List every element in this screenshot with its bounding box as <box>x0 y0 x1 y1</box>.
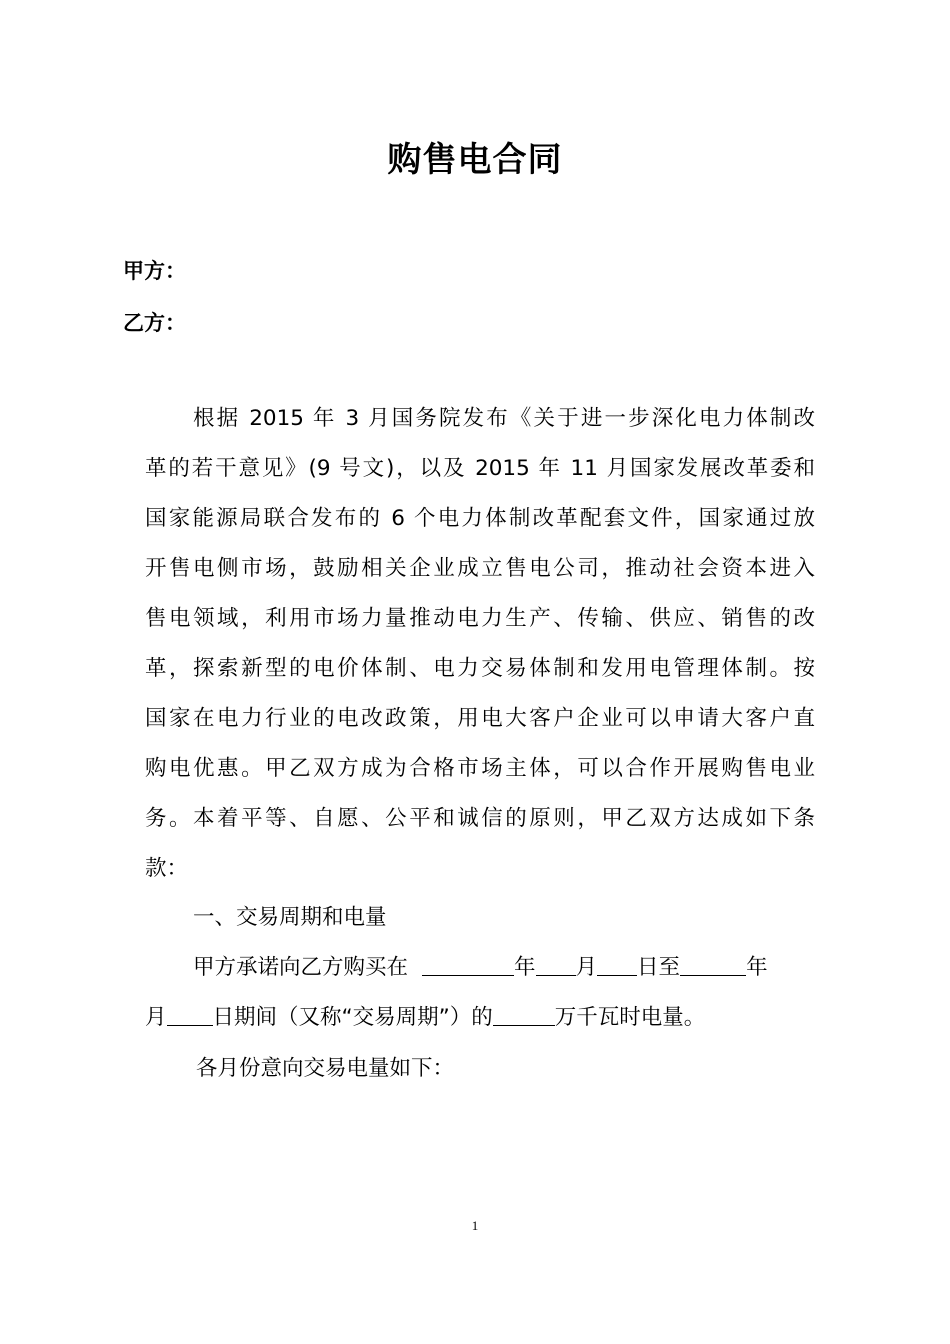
page-title: 购售电合同 <box>387 140 563 180</box>
party-a-label: 甲方： <box>123 259 186 283</box>
blank-field <box>493 1003 555 1026</box>
clause-text: 日期间（又称“交易周期”）的 <box>212 1005 493 1030</box>
page-number: 1 <box>471 1218 479 1233</box>
blank-field <box>422 953 514 976</box>
clause-text: 月 <box>575 955 598 980</box>
preamble-line: 国家在电力行业的电改政策，用电大客户企业可以申请大客户直 <box>145 706 815 731</box>
preamble-line: 革的若干意见》(9 号文)，以及 2015 年 11 月国家发展改革委和 <box>145 456 815 481</box>
preamble-line: 售电领域，利用市场力量推动电力生产、传输、供应、销售的改 <box>145 606 815 631</box>
preamble-line: 务。本着平等、自愿、公平和诚信的原则，甲乙双方达成如下条 <box>145 806 815 831</box>
clause-text: 年 <box>746 955 768 980</box>
clause-text: 年 <box>514 955 536 980</box>
section-heading: 一、交易周期和电量 <box>193 905 387 930</box>
clause-text: 甲方承诺向乙方购买在 <box>193 955 409 980</box>
clause-line-2 <box>145 1003 705 1033</box>
blank-field <box>680 953 746 976</box>
preamble-line: 购电优惠。甲乙双方成为合格市场主体，可以合作开展购售电业 <box>145 756 815 781</box>
preamble-line: 根据 2015 年 3 月国务院发布《关于进一步深化电力体制改 <box>193 406 815 431</box>
clause-text: 月 <box>145 1005 167 1030</box>
clause-line-1 <box>193 953 768 983</box>
blank-field <box>167 1003 213 1026</box>
blank-field <box>408 954 422 976</box>
monthly-intro: 各月份意向交易电量如下： <box>196 1056 455 1081</box>
preamble-line: 国家能源局联合发布的 6 个电力体制改革配套文件，国家通过放 <box>145 506 815 531</box>
preamble-line: 款： <box>145 856 189 881</box>
party-b-label: 乙方： <box>123 311 186 335</box>
clause-text: 日至 <box>637 955 681 980</box>
blank-field <box>597 953 637 976</box>
preamble-line: 开售电侧市场，鼓励相关企业成立售电公司，推动社会资本进入 <box>145 556 815 581</box>
clause-text: 万千瓦时电量。 <box>554 1005 706 1030</box>
blank-field <box>536 953 576 976</box>
preamble-line: 革，探索新型的电价体制、电力交易体制和发用电管理体制。按 <box>145 656 815 681</box>
